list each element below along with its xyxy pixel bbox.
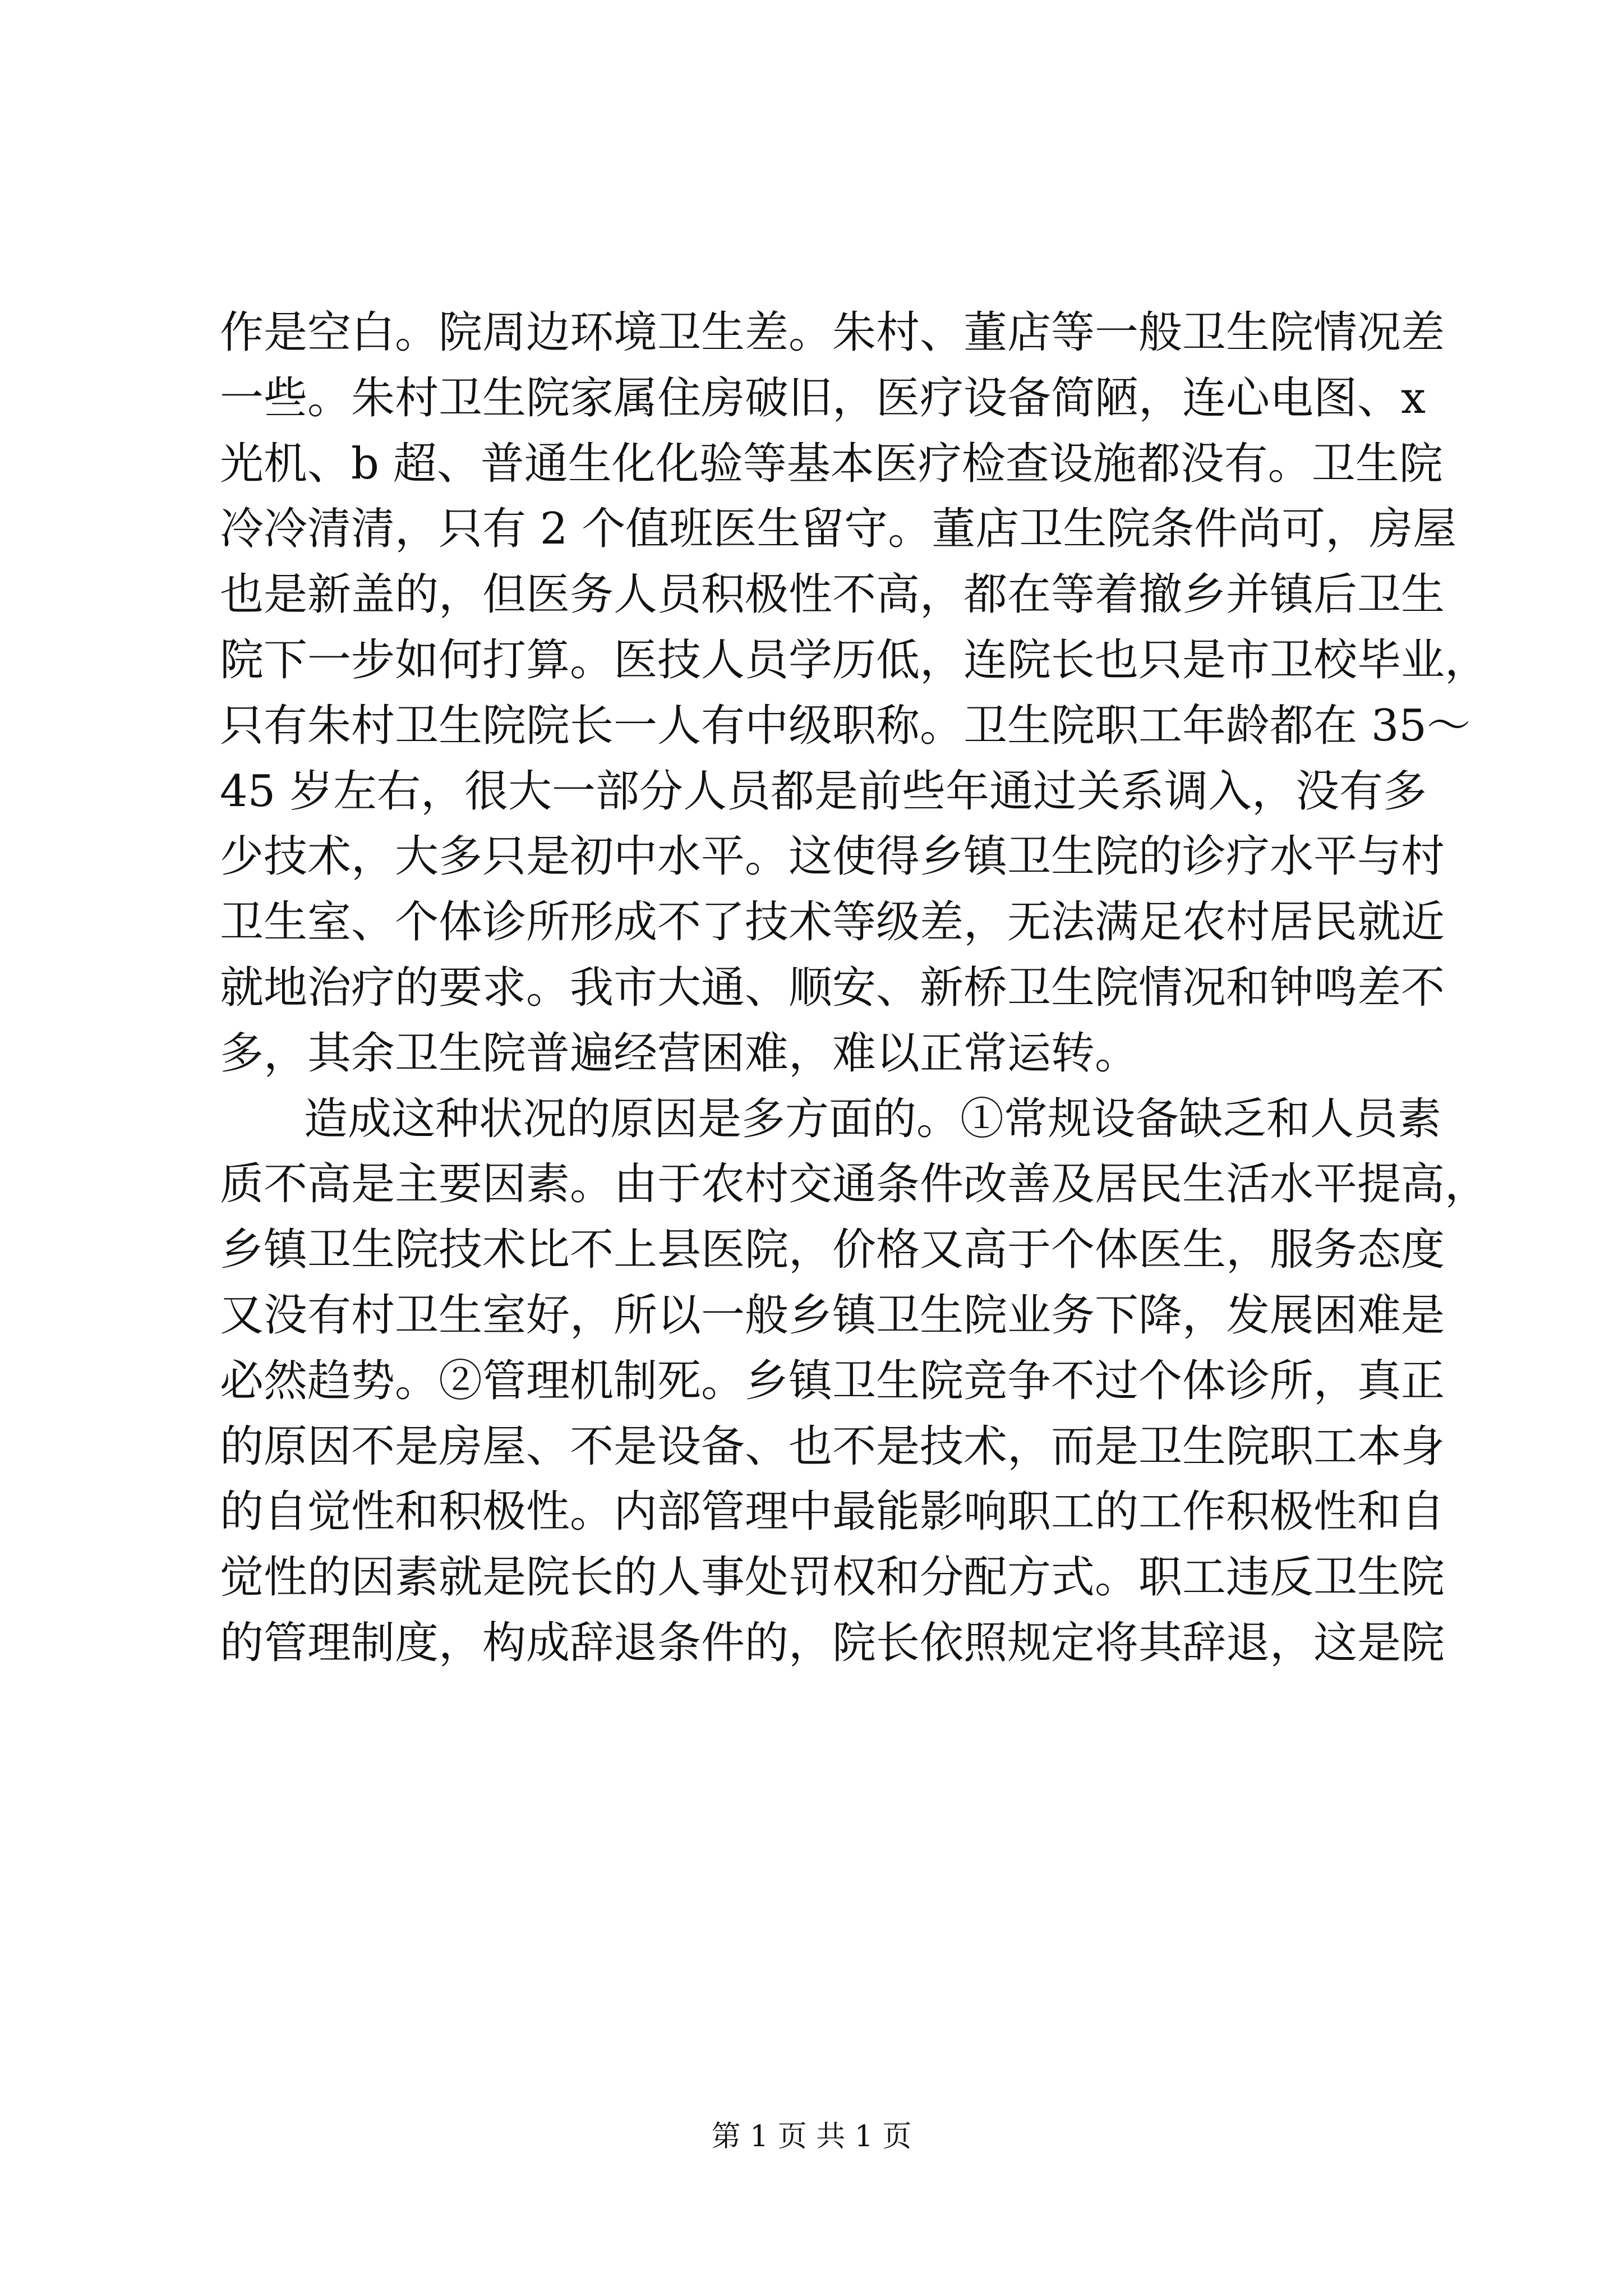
paragraph-1-line-8: 45 岁左右，很大一部分人员都是前些年通过关系调入，没有多 bbox=[220, 766, 1427, 817]
paragraph-1-line-12: 多，其余卫生院普遍经营困难，难以正常运转。 bbox=[220, 1028, 1139, 1079]
paragraph-2-line-6: 的原因不是房屋、不是设备、也不是技术，而是卫生院职工本身 bbox=[220, 1421, 1445, 1472]
paragraph-1-line-5: 也是新盖的，但医务人员积极性不高，都在等着撤乡并镇后卫生 bbox=[220, 569, 1445, 620]
paragraph-1-line-1: 作是空白。院周边环境卫生差。朱村、董店等一般卫生院情况差 bbox=[220, 307, 1445, 358]
paragraph-2-line-1: 造成这种状况的原因是多方面的。①常规设备缺乏和人员素 bbox=[304, 1093, 1442, 1144]
paragraph-1-line-10: 卫生室、个体诊所形成不了技术等级差，无法满足农村居民就近 bbox=[220, 897, 1445, 948]
page-number-footer: 第 1 页 共 1 页 bbox=[711, 2120, 912, 2154]
paragraph-1-line-3: 光机、b 超、普通生化化验等基本医疗检查设施都没有。卫生院 bbox=[220, 438, 1443, 489]
document-body bbox=[220, 300, 1489, 1676]
paragraph-2-line-2: 质不高是主要因素。由于农村交通条件改善及居民生活水平提高， bbox=[220, 1159, 1489, 1210]
paragraph-1-line-2: 一些。朱村卫生院家属住房破旧，医疗设备简陋，连心电图、x bbox=[220, 372, 1426, 424]
paragraph-1-line-11: 就地治疗的要求。我市大通、顺安、新桥卫生院情况和钟鸣差不 bbox=[220, 962, 1445, 1013]
paragraph-2-line-7: 的自觉性和积极性。内部管理中最能影响职工的工作积极性和自 bbox=[220, 1487, 1445, 1538]
paragraph-1-line-7: 只有朱村卫生院院长一人有中级职称。卫生院职工年龄都在 35～ bbox=[220, 700, 1471, 751]
paragraph-1-line-4: 冷冷清清，只有 2 个值班医生留守。董店卫生院条件尚可，房屋 bbox=[220, 504, 1457, 555]
paragraph-2-line-4: 又没有村卫生室好，所以一般乡镇卫生院业务下降，发展困难是 bbox=[220, 1290, 1445, 1341]
paragraph-2-line-9: 的管理制度，构成辞退条件的，院长依照规定将其辞退，这是院 bbox=[220, 1617, 1445, 1668]
paragraph-2-line-5: 必然趋势。②管理机制死。乡镇卫生院竞争不过个体诊所，真正 bbox=[220, 1355, 1445, 1406]
paragraph-1-line-9: 少技术，大多只是初中水平。这使得乡镇卫生院的诊疗水平与村 bbox=[220, 831, 1445, 882]
paragraph-2-line-3: 乡镇卫生院技术比不上县医院，价格又高于个体医生，服务态度 bbox=[220, 1225, 1445, 1276]
paragraph-1-line-6: 院下一步如何打算。医技人员学历低，连院长也只是市卫校毕业， bbox=[220, 634, 1489, 685]
paragraph-2-line-8: 觉性的因素就是院长的人事处罚权和分配方式。职工违反卫生院 bbox=[220, 1552, 1445, 1603]
